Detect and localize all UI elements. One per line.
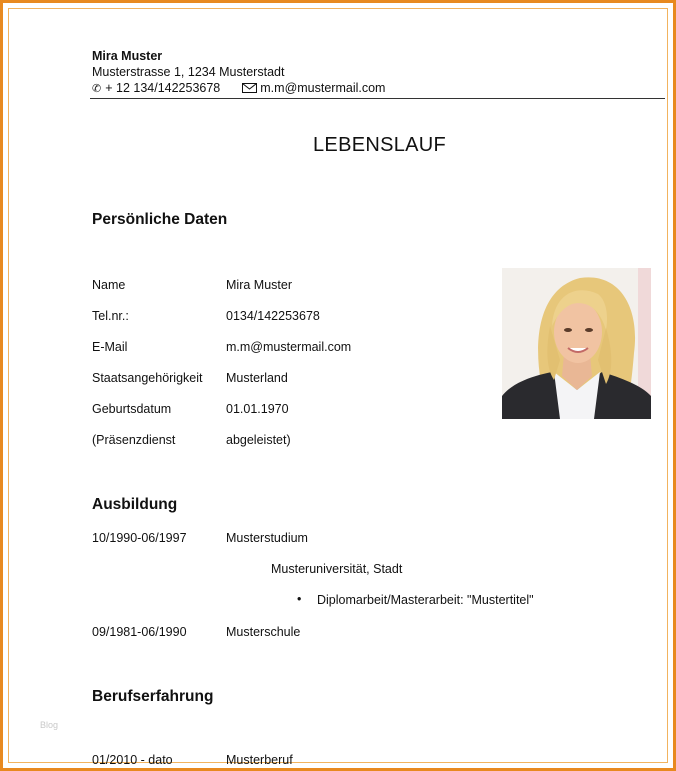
- personal-value-nationality: Musterland: [226, 371, 288, 385]
- personal-label-nationality: Staatsangehörigkeit: [92, 371, 203, 385]
- header-contact: [92, 81, 385, 95]
- personal-label-phone: Tel.nr.:: [92, 309, 129, 323]
- education-institution-1: Musteruniversität, Stadt: [271, 562, 403, 576]
- header-divider: [90, 98, 665, 99]
- header-email: m.m@mustermail.com: [260, 81, 386, 95]
- education-title-1: Musterstudium: [226, 531, 308, 545]
- header-name: Mira Muster: [92, 49, 163, 63]
- section-heading-education: Ausbildung: [92, 496, 178, 513]
- experience-period-1: 01/2010 - dato: [92, 753, 173, 767]
- header-phone: + 12 134/142253678: [105, 81, 221, 95]
- personal-value-name: Mira Muster: [226, 278, 292, 292]
- envelope-icon: [242, 83, 257, 93]
- bullet-dot-icon: •: [297, 592, 302, 606]
- personal-label-email: E-Mail: [92, 340, 128, 354]
- personal-value-birthdate: 01.01.1970: [226, 402, 289, 416]
- profile-photo: [502, 268, 651, 419]
- personal-value-phone: 0134/142253678: [226, 309, 320, 323]
- education-period-2: 09/1981-06/1990: [92, 625, 187, 639]
- section-heading-experience: Berufserfahrung: [92, 688, 214, 705]
- personal-label-service: (Präsenzdienst: [92, 433, 176, 447]
- personal-value-email: m.m@mustermail.com: [226, 340, 352, 354]
- personal-value-service: abgeleistet): [226, 433, 291, 447]
- personal-label-birthdate: Geburtsdatum: [92, 402, 172, 416]
- document-title: LEBENSLAUF: [313, 134, 447, 156]
- education-title-2: Musterschule: [226, 625, 301, 639]
- phone-circle-icon: ✆: [92, 82, 102, 95]
- education-thesis-1: Diplomarbeit/Masterarbeit: "Mustertitel": [317, 593, 534, 607]
- section-heading-personal: Persönliche Daten: [92, 211, 228, 228]
- education-period-1: 10/1990-06/1997: [92, 531, 187, 545]
- personal-label-name: Name: [92, 278, 126, 292]
- watermark-text: Blog: [40, 720, 59, 730]
- experience-title-1: Musterberuf: [226, 753, 293, 767]
- header-address: Musterstrasse 1, 1234 Musterstadt: [92, 65, 285, 79]
